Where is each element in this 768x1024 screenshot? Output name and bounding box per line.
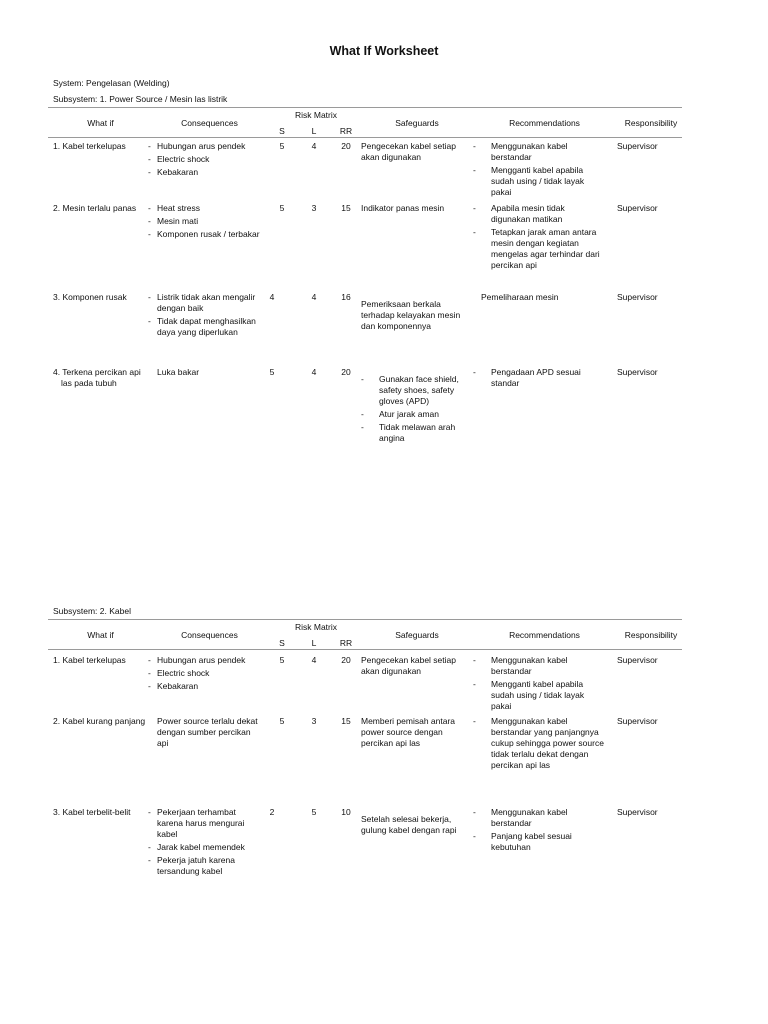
header-recommendations: Recommendations: [509, 630, 580, 640]
consequences-cell: [148, 292, 260, 340]
safeguards-cell: [361, 716, 473, 749]
likelihood-value: 5: [311, 807, 317, 817]
consequence-item: - Jarak kabel memendek: [148, 842, 260, 853]
likelihood-value: 4: [311, 655, 317, 665]
risk-rating-value: 16: [341, 292, 351, 302]
consequence: [148, 655, 260, 692]
consequence-item: - Electric shock: [148, 154, 260, 165]
header-rr: RR: [339, 126, 353, 136]
consequence-item: - Mesin mati: [148, 216, 260, 227]
consequences-cell: [148, 141, 260, 180]
responsibility-cell: Supervisor: [617, 203, 658, 213]
header-risk-matrix: Risk Matrix: [294, 622, 338, 632]
severity-value: 4: [269, 292, 275, 302]
responsibility-cell: Supervisor: [617, 807, 658, 817]
consequences-cell: [148, 716, 260, 749]
header-l: L: [311, 638, 317, 648]
recommendation-item: - Menggunakan kabel berstandar yang panjangnya cukup sehingga power source tidak terlalu dekat dengan percikan api las: [481, 716, 605, 771]
safeguards-cell: [361, 814, 473, 836]
header-s: S: [279, 638, 285, 648]
consequence: [148, 203, 260, 240]
whatif-cell: 2. Mesin terlalu panas: [53, 203, 137, 213]
consequences-cell: [148, 807, 260, 879]
whatif-cell: 1. Kabel terkelupas: [53, 141, 126, 151]
safeguard-text: Memberi pemisah antara power source dengan percikan api las: [361, 716, 456, 748]
safeguard-item: - Gunakan face shield, safety shoes, safety gloves (APD): [369, 374, 473, 407]
consequence-item: - Electric shock: [148, 668, 260, 679]
recommendation-item: - Apabila mesin tidak digunakan matikan: [481, 203, 605, 225]
recommendation-item: - Mengganti kabel apabila sudah using / tidak layak pakai: [481, 679, 605, 712]
likelihood-value: 3: [311, 716, 317, 726]
risk-rating-value: 10: [341, 807, 351, 817]
recommendation: [473, 203, 605, 271]
severity-value: 5: [279, 655, 285, 665]
recommendations-cell: [473, 141, 605, 200]
recommendation-item: - Menggunakan kabel berstandar: [481, 807, 605, 829]
recommendations-cell: [481, 292, 613, 303]
severity-value: 5: [279, 203, 285, 213]
consequence-item: - Pekerjaan terhambat karena harus mengurai kabel: [148, 807, 260, 840]
recommendation-item: - Pengadaan APD sesuai standar: [481, 367, 605, 389]
consequence-item: - Kebakaran: [148, 681, 260, 692]
recommendations-cell: [473, 807, 605, 855]
severity-value: 5: [279, 716, 285, 726]
whatif-cell: 1. Kabel terkelupas: [53, 655, 126, 665]
recommendation-item: - Tetapkan jarak aman antara mesin dengan kegiatan mengelas agar terhindar dari percikan api: [481, 227, 605, 271]
header-s: S: [279, 126, 285, 136]
header-responsibility: Responsibility: [624, 630, 678, 640]
likelihood-value: 4: [311, 292, 317, 302]
header-consequences: Consequences: [181, 118, 238, 128]
safeguard-text: Pemeriksaan berkala terhadap kelayakan mesin dan komponennya: [361, 299, 461, 331]
recommendation: [473, 655, 605, 712]
header-safeguards: Safeguards: [395, 630, 439, 640]
consequence-item: - Pekerja jatuh karena tersandung kabel: [148, 855, 260, 877]
header-whatif: What if: [87, 118, 114, 128]
consequences-cell: [148, 655, 260, 694]
consequences-cell: [148, 367, 260, 378]
recommendation: [473, 716, 605, 771]
safeguards-cell: [361, 299, 473, 332]
header-rr: RR: [339, 638, 353, 648]
consequence-item: - Heat stress: [148, 203, 260, 214]
responsibility-cell: Supervisor: [617, 141, 658, 151]
safeguards-cell: [361, 203, 473, 214]
header-consequences: Consequences: [181, 630, 238, 640]
safeguards-cell: [361, 655, 473, 677]
consequence: [148, 141, 260, 178]
safeguards-cell: [361, 141, 473, 163]
recommendation-item: - Mengganti kabel apabila sudah using / tidak layak pakai: [481, 165, 605, 198]
safeguard-item: - Atur jarak aman: [369, 409, 473, 420]
recommendation: [473, 141, 605, 198]
safeguard-text: Pengecekan kabel setiap akan digunakan: [361, 655, 456, 676]
consequence: [148, 292, 260, 338]
responsibility-cell: Supervisor: [617, 367, 658, 377]
recommendation-text: Pemeliharaan mesin: [481, 292, 559, 302]
header-safeguards: Safeguards: [395, 118, 439, 128]
consequences-cell: [148, 203, 260, 242]
risk-rating-value: 15: [341, 716, 351, 726]
header-responsibility: Responsibility: [624, 118, 678, 128]
recommendation: [473, 367, 605, 389]
recommendations-cell: [473, 367, 605, 391]
consequence-text: Luka bakar: [157, 367, 200, 377]
safeguard-item: - Tidak melawan arah angina: [369, 422, 473, 444]
recommendation-item: - Panjang kabel sesuai kebutuhan: [481, 831, 605, 853]
responsibility-cell: Supervisor: [617, 292, 658, 302]
consequence-text: Power source terlalu dekat dengan sumber percikan api: [157, 716, 258, 748]
recommendations-cell: [473, 716, 605, 773]
safeguard-text: Setelah selesai bekerja, gulung kabel dengan rapi: [361, 814, 457, 835]
risk-rating-value: 15: [341, 203, 351, 213]
whatif-cell: 4. Terkena percikan api las pada tubuh: [53, 367, 141, 388]
recommendations-cell: [473, 655, 605, 714]
header-recommendations: Recommendations: [509, 118, 580, 128]
subsystem-label: Subsystem: 1. Power Source / Mesin las listrik: [53, 94, 228, 104]
consequence-item: - Listrik tidak akan mengalir dengan baik: [148, 292, 260, 314]
page-title: What If Worksheet: [329, 44, 439, 58]
header-top-rule: [48, 619, 682, 620]
likelihood-value: 4: [311, 367, 317, 377]
recommendation: [473, 807, 605, 853]
header-l: L: [311, 126, 317, 136]
header-risk-matrix: Risk Matrix: [294, 110, 338, 120]
responsibility-cell: Supervisor: [617, 716, 658, 726]
header-whatif: What if: [87, 630, 114, 640]
risk-rating-value: 20: [341, 655, 351, 665]
header-bottom-rule: [48, 137, 682, 138]
consequence-item: - Tidak dapat menghasilkan daya yang diperlukan: [148, 316, 260, 338]
safeguards-cell: [361, 374, 473, 446]
header-bottom-rule: [48, 649, 682, 650]
recommendation-item: - Menggunakan kabel berstandar: [481, 655, 605, 677]
likelihood-value: 4: [311, 141, 317, 151]
consequence-item: - Hubungan arus pendek: [148, 141, 260, 152]
risk-rating-value: 20: [341, 367, 351, 377]
likelihood-value: 3: [311, 203, 317, 213]
consequence-item: - Hubungan arus pendek: [148, 655, 260, 666]
safeguard-text: Pengecekan kabel setiap akan digunakan: [361, 141, 456, 162]
whatif-cell: 3. Kabel terbelit-belit: [53, 807, 131, 817]
subsystem-label: Subsystem: 2. Kabel: [53, 606, 131, 616]
recommendations-cell: [473, 203, 605, 273]
severity-value: 5: [279, 141, 285, 151]
consequence-item: - Komponen rusak / terbakar: [148, 229, 260, 240]
severity-value: 2: [269, 807, 275, 817]
recommendation-item: - Menggunakan kabel berstandar: [481, 141, 605, 163]
consequence-item: - Kebakaran: [148, 167, 260, 178]
safeguard: [361, 374, 473, 444]
risk-rating-value: 20: [341, 141, 351, 151]
header-top-rule: [48, 107, 682, 108]
whatif-cell: 3. Komponen rusak: [53, 292, 127, 302]
responsibility-cell: Supervisor: [617, 655, 658, 665]
system-label: System: Pengelasan (Welding): [53, 78, 170, 88]
consequence: [148, 807, 260, 877]
safeguard-text: Indikator panas mesin: [361, 203, 445, 213]
whatif-cell: 2. Kabel kurang panjang: [53, 716, 146, 726]
severity-value: 5: [269, 367, 275, 377]
